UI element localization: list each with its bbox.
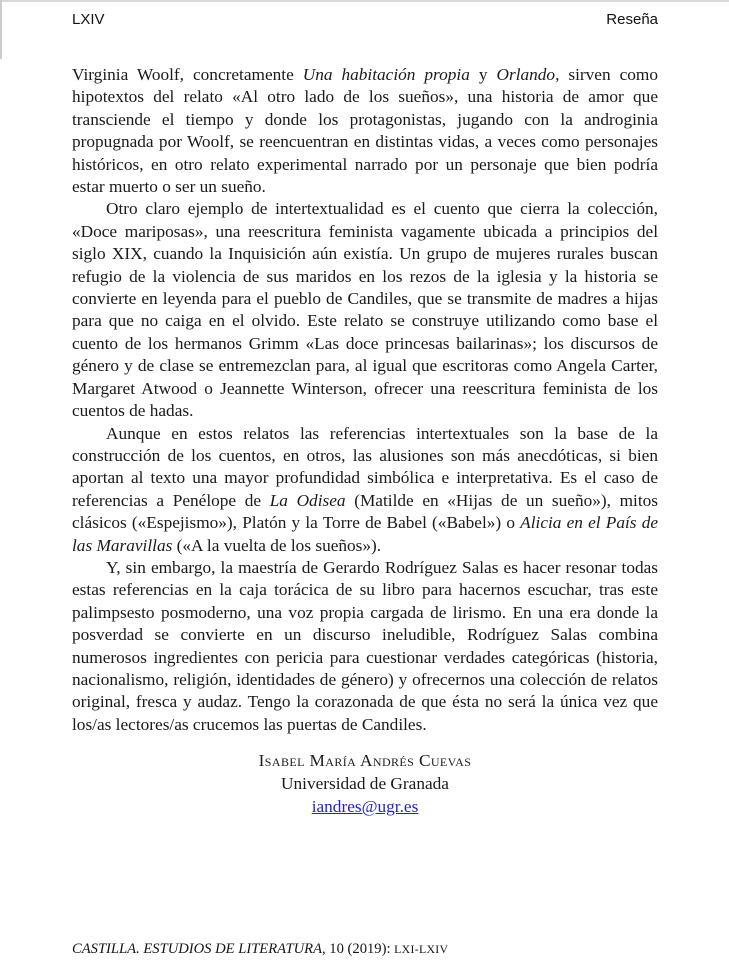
paragraph: Otro claro ejemplo de intertextualidad es el cuento que cierra la colección, «Doce mariposas», una reescritura feminista vagamente ubicada a principios del siglo XIX, cuando la Inquisición aún existía. Un grupo de mujeres rurales buscan refugio de la violencia de sus maridos en los rezos de la iglesia y la historia se convierte en leyenda para el pueblo de Candiles, que se transmite de madres a hijas para que no caiga en el olvido. Este relato se construye utilizando como base el cuento de los hermanos Grimm «Las doce princesas bailarinas»; los discursos de género y de clase se entremezclan para, al igual que escritoras como Angela Carter, Margaret Atwood o Jeannette Winterson, ofrecer una reescritura feminista de los cuentos de hadas. bbox=[72, 199, 658, 421]
signature-block bbox=[72, 749, 658, 818]
running-header bbox=[72, 11, 658, 28]
journal-footer bbox=[72, 941, 448, 958]
paragraph: Y, sin embargo, la maestría de Gerardo Rodríguez Salas es hacer resonar todas estas referencias en la caja torácica de su libro para hacernos escuchar, tras este palimpsesto posmoderno, una voz propia cargada de lirismo. En una era donde la posverdad se convierte en un discurso ineludible, Rodríguez Salas combina numerosos ingredientes con pericia para cuestionar verdades categóricas (historia, nacionalismo, religión, identidades de género) y ofrecernos una colección de relatos original, fresca y audaz. Tengo la corazonada de que ésta no será la única vez que los/as lectores/as crucemos las puertas de Candiles. bbox=[72, 557, 658, 734]
paragraph: Aunque en estos relatos las referencias intertextuales son la base de la construcción de los cuentos, en otros, las alusiones son más anecdóticas, si bien aportan al texto una mayor profundidad simbólica e interpretativa. Es el caso de referencias a Penélope de La Odisea (Matilde en «Hijas de un sueño»), mitos clásicos («Espejismo»), Platón y la Torre de Babel («Babel») o Alicia en el País de las Maravillas («A la vuelta de los sueños»). bbox=[72, 423, 659, 555]
footer-journal-title: CASTILLA. ESTUDIOS DE LITERATURA bbox=[72, 941, 322, 957]
header-page-number: LXIV bbox=[72, 11, 105, 28]
review-body bbox=[72, 64, 658, 818]
footer-issue-info: , 10 (2019): bbox=[322, 941, 395, 957]
author-affiliation: Universidad de Granada bbox=[281, 774, 449, 794]
page-left-edge-line bbox=[0, 0, 2, 59]
page-top-edge-line bbox=[0, 0, 729, 2]
email-link[interactable]: iandres@ugr.es bbox=[311, 797, 419, 817]
author-name: Isabel María Andrés Cuevas bbox=[258, 751, 472, 771]
header-section-title: Reseña bbox=[606, 11, 658, 28]
body-paragraphs bbox=[72, 64, 658, 736]
footer-page-range: LXI-LXIV bbox=[394, 942, 449, 956]
paragraph: Virginia Woolf, concretamente Una habitación propia y Orlando, sirven como hipotextos del relato «Al otro lado de los sueños», una historia de amor que transciende el tiempo y donde los protagonistas, jugando con la androginia propugnada por Woolf, se reencuentran en distintas vidas, a veces como personajes históricos, en otro relato experimental narrado por un personaje que bien podría estar muerto o ser un sueño. bbox=[72, 65, 658, 197]
